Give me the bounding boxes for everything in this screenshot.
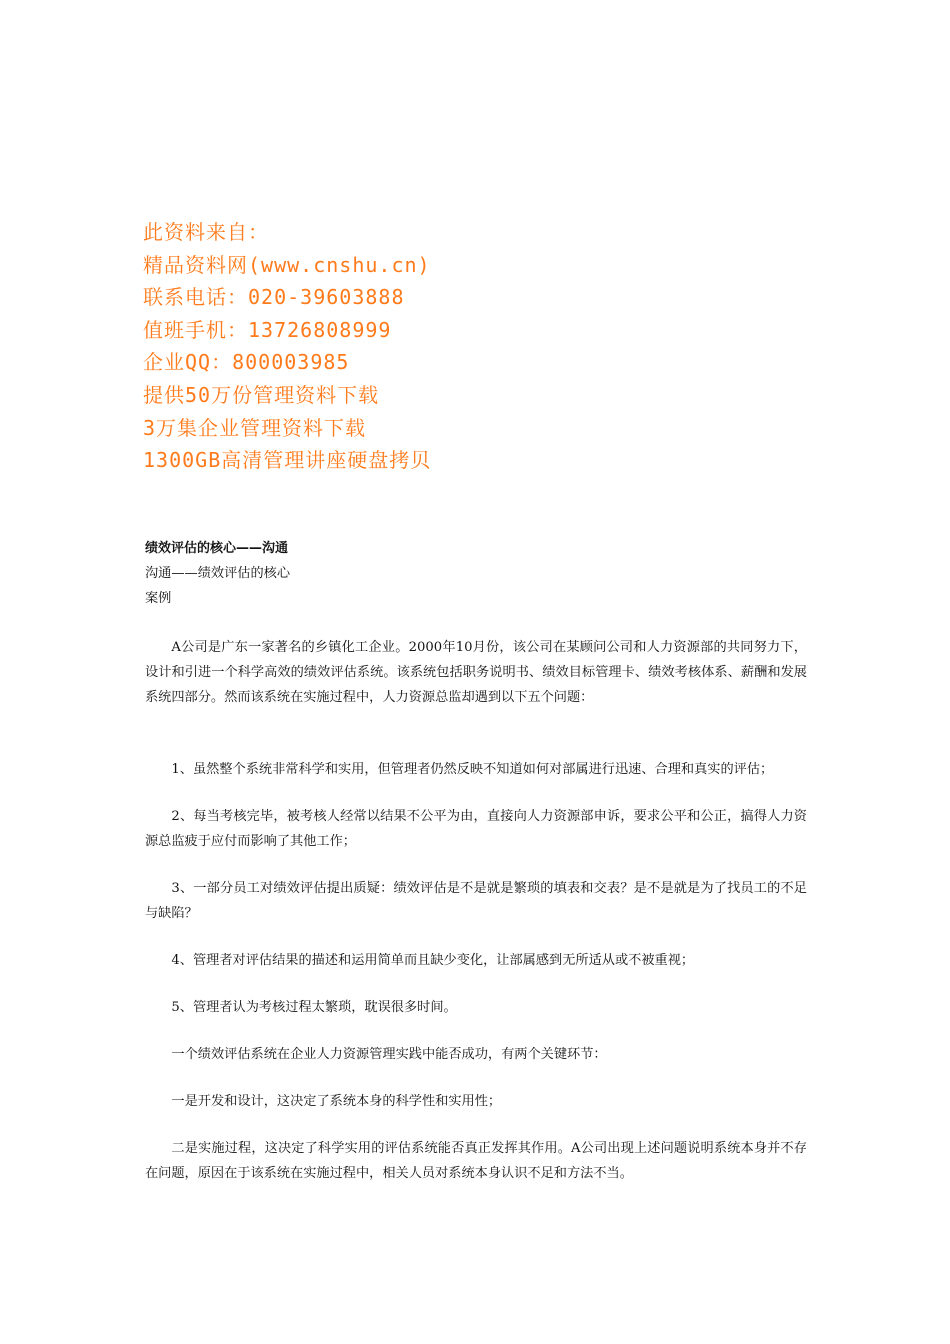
promo-source-line: 此资料来自： <box>143 220 269 244</box>
document-body <box>145 536 807 1186</box>
promo-qq-line: 企业QQ：800003985 <box>143 350 350 375</box>
problem-item: 1、虽然整个系统非常科学和实用，但管理者仍然反映不知道如何对部属进行迅速、合理和真实的评估； <box>171 762 774 777</box>
problem-item: 4、管理者对评估结果的描述和运用简单而且缺少变化，让部属感到无所适从或不被重视； <box>171 953 695 968</box>
promo-offer-line-2: 3万集企业管理资料下载 <box>143 415 367 440</box>
promo-offer-line-1: 提供50万份管理资料下载 <box>143 382 380 407</box>
problem-item: 5、管理者认为考核过程太繁琐，耽误很多时间。 <box>171 1000 457 1015</box>
promo-offer-line-3: 1300GB高清管理讲座硬盘拷贝 <box>143 448 432 473</box>
intro-paragraph: A公司是广东一家著名的乡镇化工企业。2000年10月份，该公司在某顾问公司和人力资源部的共同努力下，设计和引进一个科学高效的绩效评估系统。该系统包括职务说明书、绩效目标管理卡、绩效考核体系、薪酬和发展系统四部分。然而该系统在实施过程中，人力资源总监却遇到以下五个问题： <box>145 640 807 705</box>
promo-phone-line: 联系电话：020-39603888 <box>143 285 405 310</box>
problem-item: 3、一部分员工对绩效评估提出质疑：绩效评估是不是就是繁琐的填表和交表？是不是就是为了找员工的不足与缺陷？ <box>145 881 807 921</box>
analysis-paragraph: 一个绩效评估系统在企业人力资源管理实践中能否成功，有两个关键环节： <box>171 1047 607 1062</box>
promo-mobile-line: 值班手机：13726808999 <box>143 317 392 342</box>
problem-item: 2、每当考核完毕，被考核人经常以结果不公平为由，直接向人力资源部申诉，要求公平和公正，搞得人力资源总监疲于应付而影响了其他工作； <box>145 809 807 849</box>
analysis-paragraph: 二是实施过程，这决定了科学实用的评估系统能否真正发挥其作用。A公司出现上述问题说明系统本身并不存在问题，原因在于该系统在实施过程中，相关人员对系统本身认识不足和方法不当。 <box>145 1141 807 1181</box>
analysis-paragraph: 一是开发和设计，这决定了系统本身的科学性和实用性； <box>171 1094 502 1109</box>
promo-block <box>143 216 743 477</box>
document-subtitle: 沟通——绩效评估的核心 <box>145 566 291 581</box>
document-title: 绩效评估的核心——沟通 <box>145 541 289 556</box>
promo-website-line: 精品资料网(www.cnshu.cn) <box>143 252 431 277</box>
section-label: 案例 <box>145 591 172 606</box>
